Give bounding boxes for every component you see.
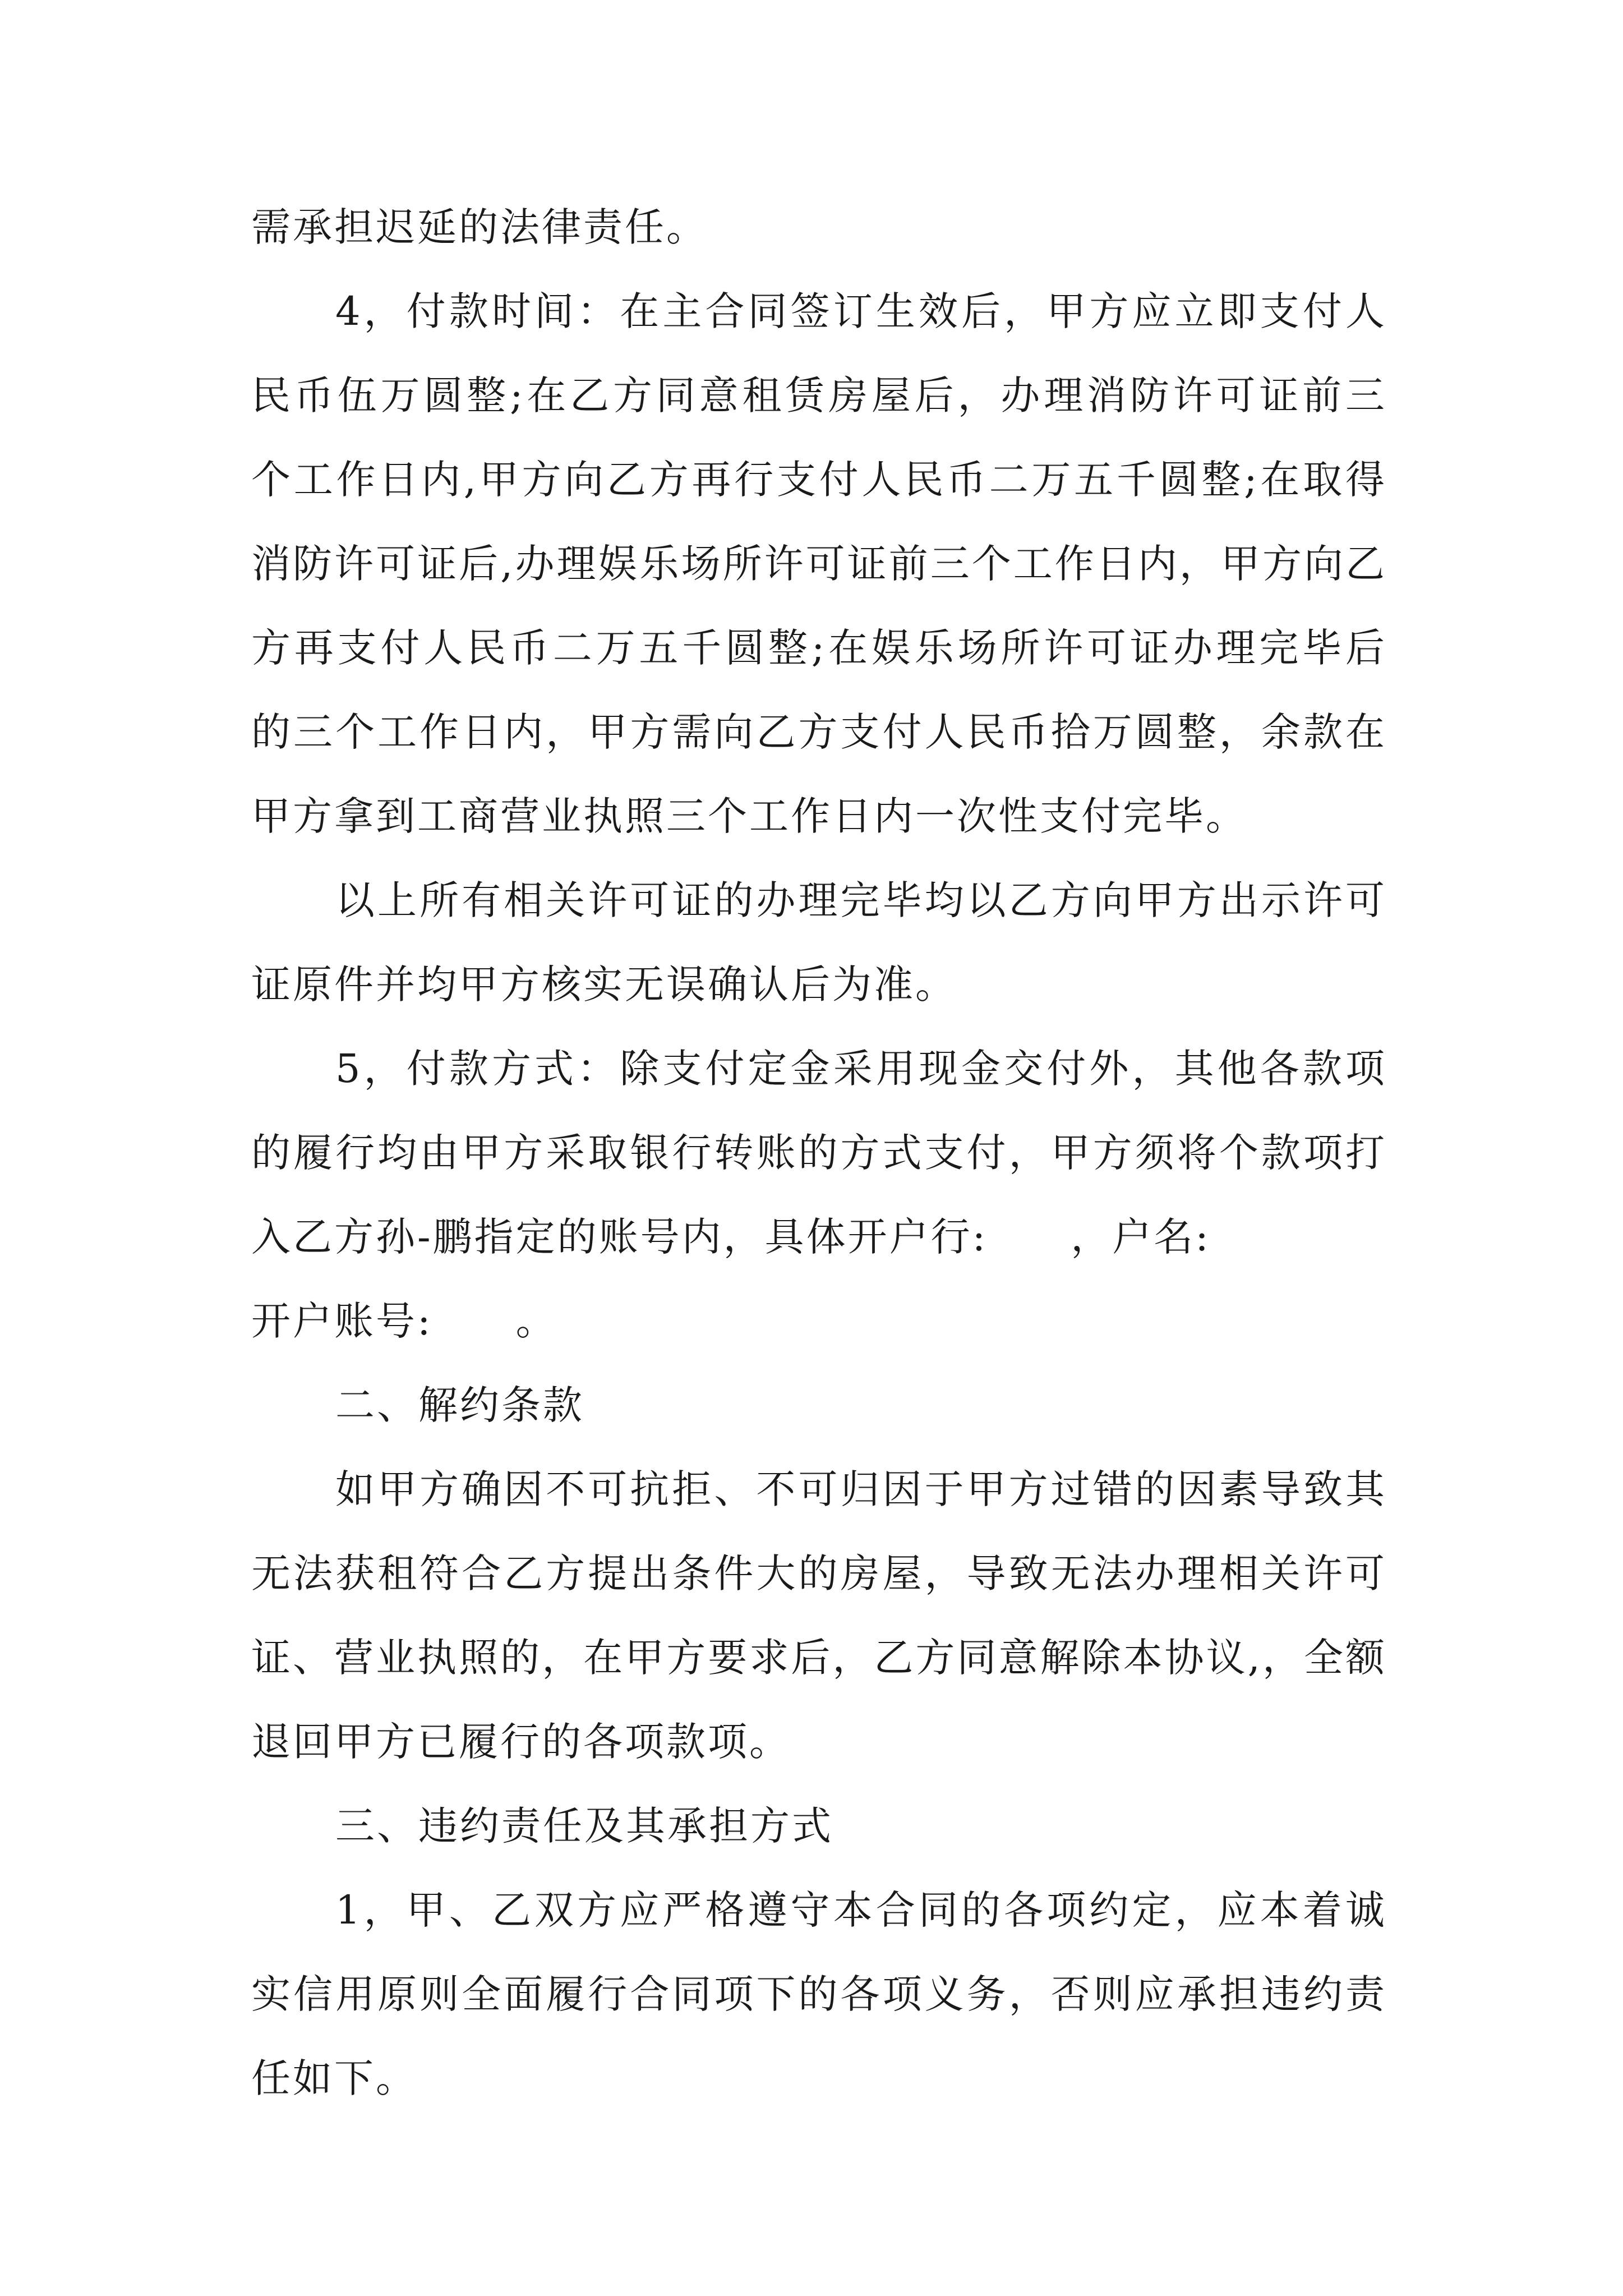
section-heading-breach: 三、违约责任及其承担方式: [335, 1803, 833, 1849]
section-heading-termination: 二、解约条款: [335, 1382, 584, 1428]
paragraph-permit-confirmation: 以上所有相关许可证的办理完毕均以乙方向甲方出示许可证原件并均甲方核实无误确认后为准。: [251, 877, 1387, 1007]
paragraph-account-number: 开户账号: 。: [251, 1298, 557, 1344]
paragraph-payment-method: 5，付款方式：除支付定金采用现金交付外，其他各款项的履行均由甲方采取银行转账的方式支付，甲方须将个款项打入乙方孙-鹏指定的账号内，具体开户行: ，户名:: [251, 1046, 1387, 1260]
paragraph-payment-time: 4，付款时间：在主合同签订生效后，甲方应立即支付人民币伍万圆整;在乙方同意租赁房屋后，办理消防许可证前三个工作日内,甲方向乙方再行支付人民币二万五千圆整;在取得消防许可证后,办理娱乐场所许可证前三个工作日内，甲方向乙方再支付人民币二万五千圆整;在娱乐场所许可证办理完毕后的三个工作日内，甲方需向乙方支付人民币拾万圆整，余款在甲方拿到工商营业执照三个工作日内一次性支付完毕。: [251, 288, 1387, 839]
paragraph-liability-tail: 需承担迟延的法律责任。: [251, 204, 708, 250]
paragraph-breach-obligations: 1，甲、乙双方应严格遵守本合同的各项约定，应本着诚实信用原则全面履行合同项下的各项义务，否则应承担违约责任如下。: [251, 1887, 1387, 2101]
paragraph-termination-terms: 如甲方确因不可抗拒、不可归因于甲方过错的因素导致其无法获租符合乙方提出条件大的房屋，导致无法办理相关许可证、营业执照的，在甲方要求后，乙方同意解除本协议,，全额退回甲方已履行的各项款项。: [251, 1466, 1387, 1765]
contract-body: [251, 185, 1387, 2120]
